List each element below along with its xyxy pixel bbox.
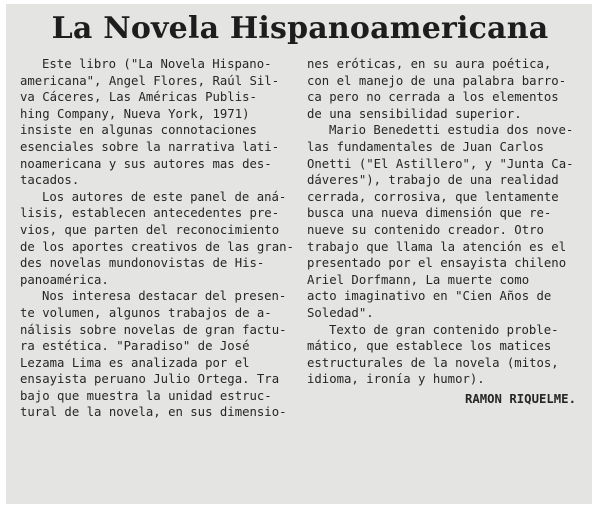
text-line: panoamérica. xyxy=(20,272,109,287)
text-line: vios, que parten del reconocimiento xyxy=(20,222,280,237)
text-line: ca pero no cerrada a los elementos xyxy=(307,90,559,105)
text-line: Texto de gran contenido proble- xyxy=(329,322,559,337)
text-line: Ariel Dorfmann, La muerte como xyxy=(307,272,530,287)
text-line: esenciales sobre la narrativa lati- xyxy=(20,139,280,154)
text-line: ra estética. "Paradiso" de José xyxy=(20,339,250,354)
text-line: Soledad". xyxy=(307,305,374,320)
text-line: hing Company, Nueva York, 1971) xyxy=(20,106,250,121)
text-line: des novelas mundonovistas de His- xyxy=(20,256,265,271)
text-line: nueve su contenido creador. Otro xyxy=(307,222,544,237)
text-line: idioma, ironía y humor). xyxy=(307,372,485,387)
text-line: acto imaginativo en "Cien Años de xyxy=(307,289,552,304)
text-line: cerrada, corrosiva, que lentamente xyxy=(307,189,559,204)
text-line: las fundamentales de Juan Carlos xyxy=(307,139,544,154)
author-signature: RAMON RIQUELME. xyxy=(464,391,576,406)
newspaper-clipping xyxy=(6,4,592,504)
text-line: lisis, establecen antecedentes pre- xyxy=(20,206,280,221)
text-line: te volumen, algunos trabajos de a- xyxy=(20,305,272,320)
text-line: tacados. xyxy=(20,173,80,188)
text-line: Los autores de este panel de aná- xyxy=(42,189,287,204)
text-line: Este libro ("La Novela Hispano- xyxy=(42,57,272,71)
headline: La Novela Hispanoamericana xyxy=(51,11,549,46)
text-line: de los aportes creativos de las gran- xyxy=(20,239,294,254)
text-line: mático, que establece los matices xyxy=(307,339,552,354)
text-line: ensayista peruano Julio Ortega. Tra xyxy=(20,372,280,387)
text-line: Mario Benedetti estudia dos nove- xyxy=(329,123,574,138)
text-line: Onetti ("El Astillero", y "Junta Ca- xyxy=(307,156,574,171)
text-line: busca una nueva dimensión que re- xyxy=(307,206,552,221)
text-line: estructurales de la novela (mitos, xyxy=(307,355,559,370)
column-right xyxy=(307,56,580,421)
text-line: presentado por el ensayista chileno xyxy=(307,256,567,271)
column-left xyxy=(20,56,293,421)
text-line: va Cáceres, Las Américas Publis- xyxy=(20,90,257,105)
text-line: americana", Angel Flores, Raúl Sil- xyxy=(20,73,280,88)
text-line: noamericana y sus autores mas des- xyxy=(20,156,272,171)
text-line: Lezama Lima es analizada por el xyxy=(20,355,250,370)
text-line: nes eróticas, en su aura poética, xyxy=(307,57,552,71)
text-line: nálisis sobre novelas de gran factu- xyxy=(20,322,287,337)
text-line: tural de la novela, en sus dimensio- xyxy=(20,405,287,420)
text-line: trabajo que llama la atención es el xyxy=(307,239,567,254)
text-line: bajo que muestra la unidad estruc- xyxy=(20,388,272,403)
article-body xyxy=(20,56,580,421)
text-line: insiste en algunas connotaciones xyxy=(20,123,257,138)
text-line: dáveres"), trabajo de una realidad xyxy=(307,173,559,188)
text-line: con el manejo de una palabra barro- xyxy=(307,73,567,88)
text-line: de una sensibilidad superior. xyxy=(307,106,522,121)
text-line: Nos interesa destacar del presen- xyxy=(42,289,287,304)
